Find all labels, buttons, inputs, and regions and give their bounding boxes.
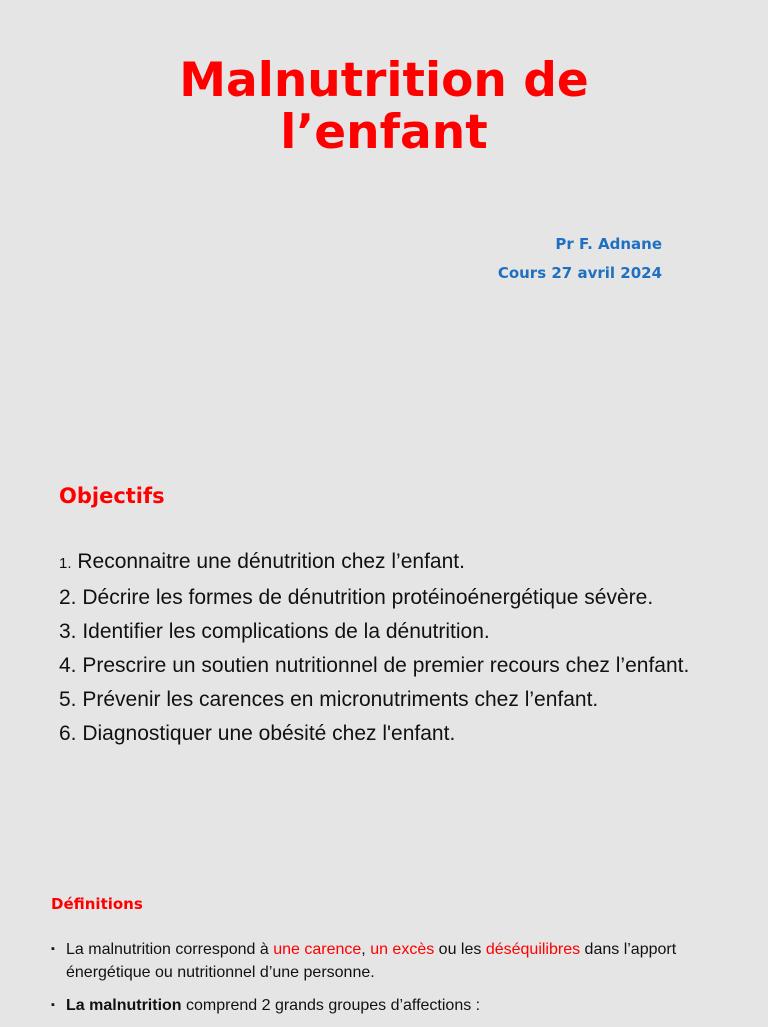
objective-item [59, 720, 739, 747]
highlight-carence: une carence [273, 941, 362, 958]
definition-item [51, 994, 751, 1017]
page-title [0, 55, 768, 159]
objective-text: Prévenir les carences en micronutriments chez l’enfant. [76, 688, 599, 711]
definition-text: dans l’apport énergétique ou nutritionnel d’une personne. [66, 941, 677, 981]
definition-text: , [361, 941, 371, 958]
objective-text: Identifier les complications de la dénutrition. [76, 620, 490, 643]
objective-number: 5. [59, 688, 77, 711]
highlight-exces: un excès [370, 941, 435, 958]
objective-item [59, 652, 739, 679]
square-bullet-icon: ▪ [51, 943, 55, 955]
square-bullet-icon: ▪ [51, 999, 55, 1011]
objective-number: 2. [59, 586, 77, 609]
objective-number: 3. [59, 620, 77, 643]
definition-text: comprend 2 grands groupes d’affections : [181, 997, 481, 1014]
definition-text: La malnutrition correspond à [66, 941, 274, 958]
objective-item [59, 548, 739, 577]
objective-number: 1. [59, 555, 72, 572]
objective-item [59, 618, 739, 645]
objective-number: 6. [59, 722, 77, 745]
objective-text: Décrire les formes de dénutrition protéinoénergétique sévère. [76, 586, 654, 609]
definition-item [51, 938, 751, 984]
highlight-desequilibres: déséquilibres [485, 941, 581, 958]
objective-text: Reconnaitre une dénutrition chez l’enfant. [71, 550, 465, 573]
objective-number: 4. [59, 654, 77, 677]
objective-item [59, 584, 739, 611]
author-block [498, 230, 662, 288]
objective-item [59, 686, 739, 713]
definitions-heading: Définitions [51, 895, 143, 913]
title-line-1: Malnutrition de [179, 53, 589, 108]
definition-text: ou les [434, 941, 486, 958]
objectives-heading: Objectifs [59, 484, 165, 508]
objective-text: Prescrire un soutien nutritionnel de premier recours chez l’enfant. [76, 654, 690, 677]
author-name: Pr F. Adnane [555, 235, 662, 253]
title-line-2: l’enfant [280, 105, 488, 160]
objectives-list [59, 548, 739, 754]
objective-text: Diagnostiquer une obésité chez l'enfant. [76, 722, 456, 745]
definition-bold-term: La malnutrition [66, 997, 182, 1014]
definitions-list [51, 938, 751, 1027]
course-date: Cours 27 avril 2024 [497, 264, 662, 282]
